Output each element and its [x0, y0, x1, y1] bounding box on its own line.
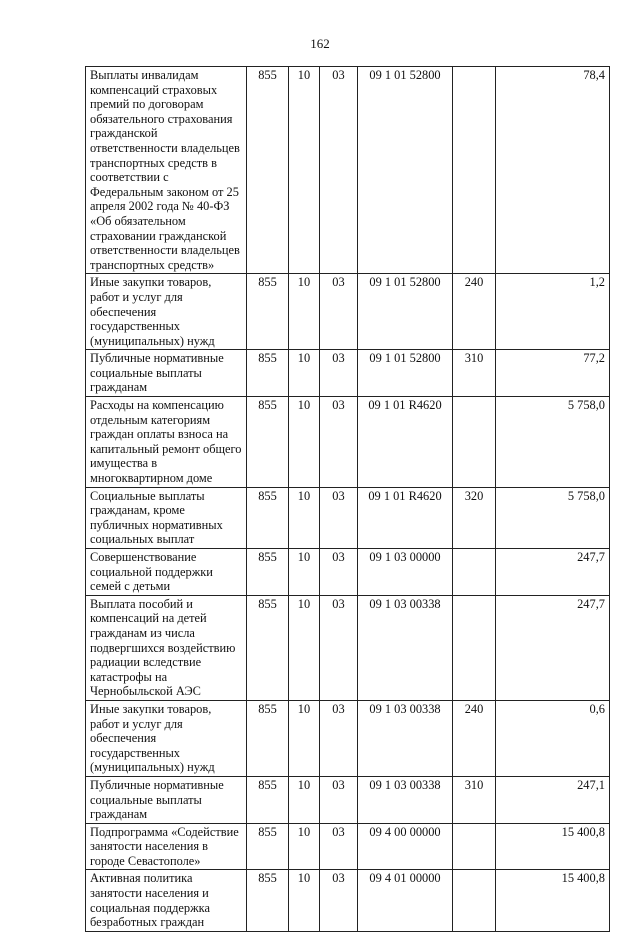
row-subsection-code: 03: [320, 595, 358, 700]
row-expense-type: [453, 823, 496, 870]
row-target-code: 09 1 03 00338: [358, 700, 453, 776]
row-amount: 78,4: [496, 67, 610, 274]
row-section-code: 10: [289, 67, 320, 274]
row-subsection-code: 03: [320, 67, 358, 274]
row-name: Активная политика занятости населения и социальная поддержка безработных граждан: [86, 870, 247, 931]
row-subsection-code: 03: [320, 549, 358, 596]
table-row: [86, 67, 610, 274]
row-target-code: 09 1 03 00338: [358, 776, 453, 823]
row-ministry-code: 855: [247, 487, 289, 548]
row-name: Выплата пособий и компенсаций на детей гражданам из числа подвергшихся воздействию радиации вследствие катастрофы на Чернобыльской АЭС: [86, 595, 247, 700]
row-amount: 5 758,0: [496, 397, 610, 488]
row-subsection-code: 03: [320, 274, 358, 350]
row-amount: 15 400,8: [496, 870, 610, 931]
table-row: [86, 700, 610, 776]
row-ministry-code: 855: [247, 67, 289, 274]
row-amount: 247,7: [496, 549, 610, 596]
row-expense-type: [453, 549, 496, 596]
row-subsection-code: 03: [320, 823, 358, 870]
row-target-code: 09 1 03 00338: [358, 595, 453, 700]
row-ministry-code: 855: [247, 549, 289, 596]
row-expense-type: 320: [453, 487, 496, 548]
page-number: 162: [310, 36, 330, 51]
row-section-code: 10: [289, 274, 320, 350]
row-section-code: 10: [289, 870, 320, 931]
row-name: Выплаты инвалидам компенсаций страховых премий по договорам обязательного страхования гражданской ответственности владельцев транспортных средств в соответствии с Федеральным законом от 25 апреля 2002 года № 40-ФЗ «Об обязательном страховании гражданской ответственности владельцев транспортных средств»: [86, 67, 247, 274]
row-amount: 77,2: [496, 350, 610, 397]
row-target-code: 09 1 01 52800: [358, 67, 453, 274]
row-expense-type: [453, 595, 496, 700]
row-target-code: 09 1 01 52800: [358, 350, 453, 397]
row-subsection-code: 03: [320, 487, 358, 548]
row-name: Подпрограмма «Содействие занятости населения в городе Севастополе»: [86, 823, 247, 870]
row-expense-type: 310: [453, 350, 496, 397]
row-subsection-code: 03: [320, 700, 358, 776]
table-row: [86, 274, 610, 350]
row-subsection-code: 03: [320, 350, 358, 397]
row-target-code: 09 4 01 00000: [358, 870, 453, 931]
row-amount: 247,1: [496, 776, 610, 823]
row-subsection-code: 03: [320, 397, 358, 488]
row-target-code: 09 1 01 R4620: [358, 397, 453, 488]
table-row: [86, 350, 610, 397]
row-ministry-code: 855: [247, 397, 289, 488]
row-subsection-code: 03: [320, 870, 358, 931]
row-target-code: 09 1 01 52800: [358, 274, 453, 350]
row-amount: 15 400,8: [496, 823, 610, 870]
row-amount: 5 758,0: [496, 487, 610, 548]
row-amount: 0,6: [496, 700, 610, 776]
row-section-code: 10: [289, 549, 320, 596]
row-section-code: 10: [289, 397, 320, 488]
table-row: [86, 823, 610, 870]
row-ministry-code: 855: [247, 700, 289, 776]
row-ministry-code: 855: [247, 823, 289, 870]
table-row: [86, 397, 610, 488]
row-name: Публичные нормативные социальные выплаты гражданам: [86, 776, 247, 823]
row-name: Совершенствование социальной поддержки семей с детьми: [86, 549, 247, 596]
row-expense-type: [453, 397, 496, 488]
row-target-code: 09 4 00 00000: [358, 823, 453, 870]
table-row: [86, 595, 610, 700]
row-amount: 1,2: [496, 274, 610, 350]
row-section-code: 10: [289, 350, 320, 397]
row-section-code: 10: [289, 700, 320, 776]
row-name: Социальные выплаты гражданам, кроме публичных нормативных социальных выплат: [86, 487, 247, 548]
row-ministry-code: 855: [247, 870, 289, 931]
row-ministry-code: 855: [247, 595, 289, 700]
row-expense-type: 310: [453, 776, 496, 823]
row-expense-type: [453, 67, 496, 274]
row-name: Публичные нормативные социальные выплаты гражданам: [86, 350, 247, 397]
row-section-code: 10: [289, 776, 320, 823]
table-row: [86, 487, 610, 548]
row-name: Расходы на компенсацию отдельным категориям граждан оплаты взноса на капитальный ремонт общего имущества в многоквартирном доме: [86, 397, 247, 488]
row-ministry-code: 855: [247, 350, 289, 397]
budget-table-body: [86, 67, 610, 932]
row-expense-type: [453, 870, 496, 931]
row-ministry-code: 855: [247, 776, 289, 823]
row-amount: 247,7: [496, 595, 610, 700]
row-expense-type: 240: [453, 274, 496, 350]
row-name: Иные закупки товаров, работ и услуг для обеспечения государственных (муниципальных) нужд: [86, 700, 247, 776]
row-name: Иные закупки товаров, работ и услуг для обеспечения государственных (муниципальных) нужд: [86, 274, 247, 350]
row-section-code: 10: [289, 487, 320, 548]
row-subsection-code: 03: [320, 776, 358, 823]
row-target-code: 09 1 01 R4620: [358, 487, 453, 548]
row-section-code: 10: [289, 823, 320, 870]
table-row: [86, 776, 610, 823]
table-row: [86, 870, 610, 931]
row-section-code: 10: [289, 595, 320, 700]
row-expense-type: 240: [453, 700, 496, 776]
row-target-code: 09 1 03 00000: [358, 549, 453, 596]
row-ministry-code: 855: [247, 274, 289, 350]
table-row: [86, 549, 610, 596]
budget-table: [85, 66, 610, 932]
